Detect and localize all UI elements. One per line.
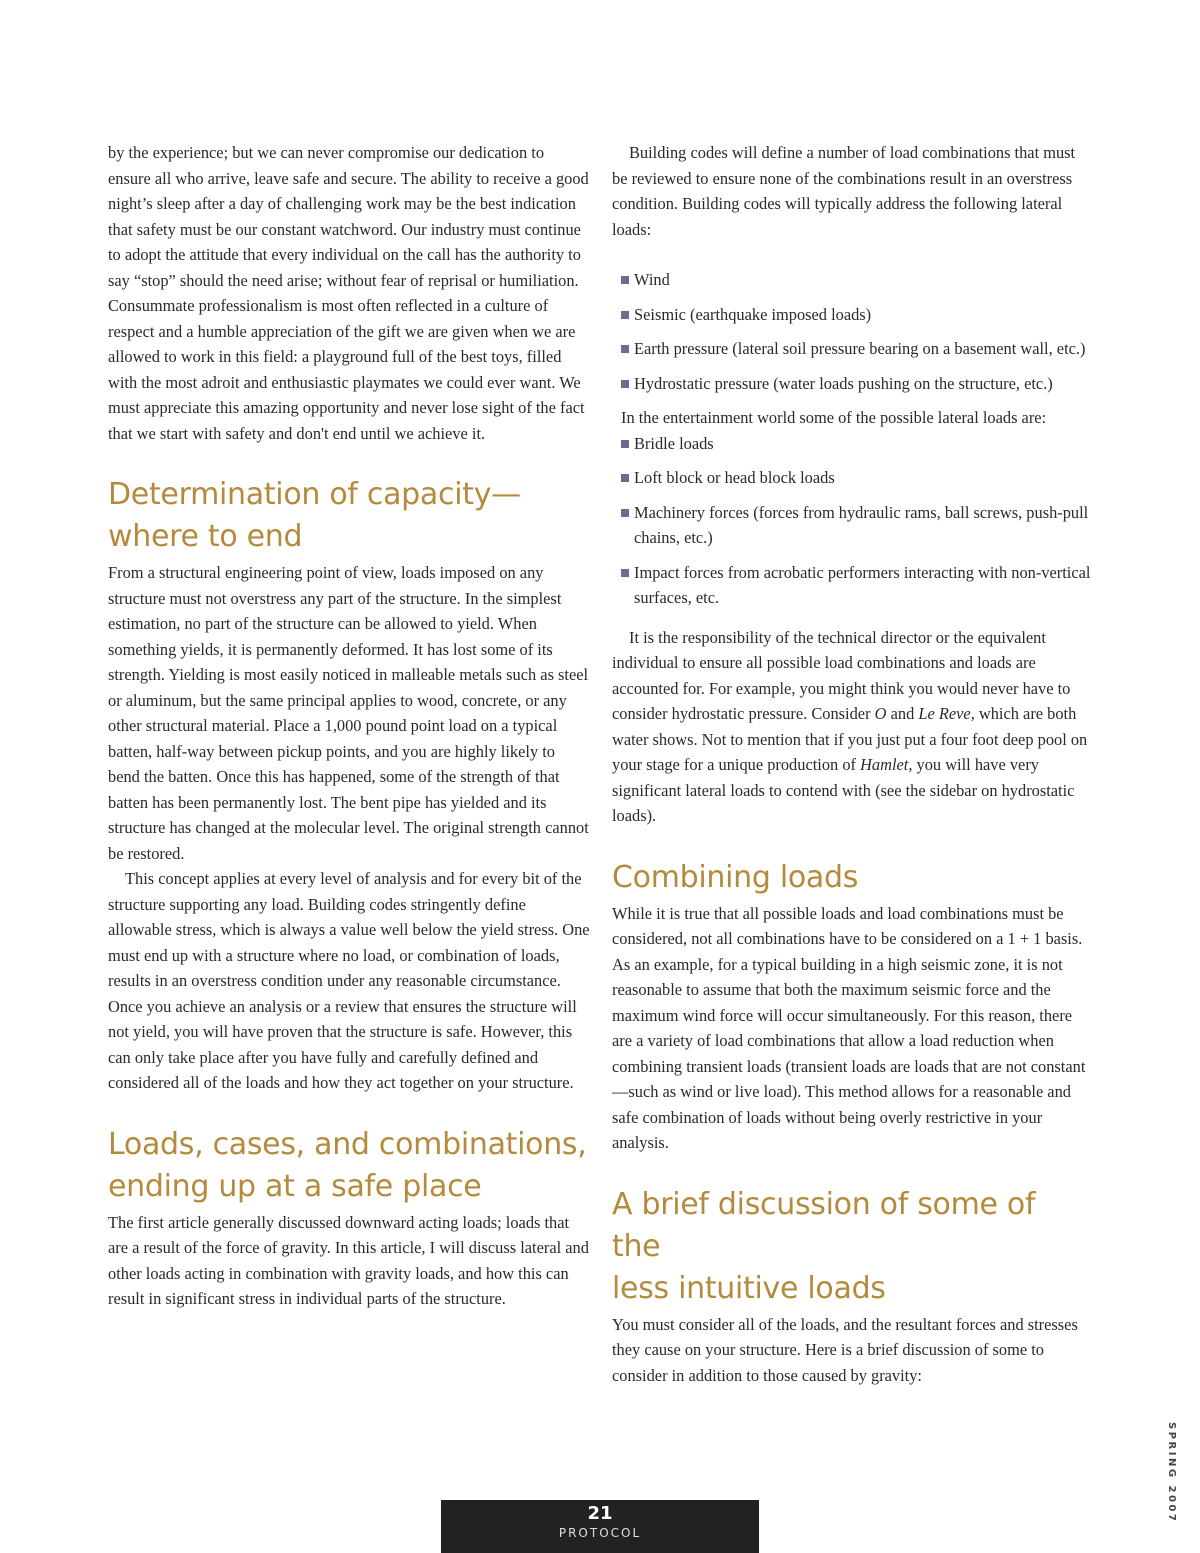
body-paragraph: This concept applies at every level of analysis and for every bit of the structure supporting any load. Building codes stringently define allowable stress, which is always a value well below the yield stress. One must end up with a structure where no load, or combination of loads, results in an overstress condition under any reasonable circumstance. Once you achieve an analysis or a review that ensures the structure will not yield, you will have proven that the structure is safe. However, this can only take place after you have fully and carefully defined and considered all of the loads and how they act together on your structure. [108, 869, 590, 1092]
square-bullet-icon [621, 311, 629, 319]
heading-combining-loads: Combining loads [612, 859, 859, 895]
square-bullet-icon [621, 474, 629, 482]
square-bullet-icon [621, 276, 629, 284]
show-title: Le Reve [918, 704, 971, 723]
list-item: Machinery forces (forces from hydraulic rams, ball screws, push-pull chains, etc.) [621, 500, 1092, 551]
heading-line: less intuitive loads [612, 1270, 886, 1306]
body-paragraph: You must consider all of the loads, and the resultant forces and stresses they cause on your structure. Here is a brief discussion of some to consider in addition to those caused by gravity: [612, 1314, 1078, 1385]
heading-line: A brief discussion of some of the [612, 1186, 1036, 1264]
list-item: Impact forces from acrobatic performers interacting with non-vertical surfaces, etc. [621, 560, 1092, 611]
intro-paragraph: by the experience; but we can never compromise our dedication to ensure all who arrive, leave safe and secure. The ability to receive a good night’s sleep after a day of challenging work may be the best indication that safety must be our constant watchword. Our industry must continue to adopt the attitude that every individual on the call has the authority to say “stop” should the need arise; without fear of reprisal or humiliation. Consummate professionalism is most often reflected in a culture of respect and a humble appreciation of the gift we are given when we are allowed to work in this field: a playground full of the best toys, filled with the most adroit and enthusiastic playmates we could ever want. We must appreciate this amazing opportunity and never lose sight of the fact that we start with safety and don't end until we achieve it. [108, 143, 589, 443]
body-paragraph: Building codes will define a number of load combinations that must be reviewed to ensure none of the combinations result in an overstress condition. Building codes will typically address the following lateral loads: [612, 143, 1076, 239]
list-item: Wind [621, 267, 1092, 293]
heading-loads-cases-combinations [108, 1124, 590, 1208]
body-paragraph: While it is true that all possible loads and load combinations must be considered, not all combinations have to be considered on a 1 + 1 basis. As an example, for a typical building in a high seismic zone, it is not reasonable to assume that both the maximum seismic force and the maximum wind force will occur simultaneously. For this reason, there are a variety of load combinations that allow a load reduction when combining transient loads (transient loads are loads that are not constant—such as wind or live load). This method allows for a reasonable and safe combination of loads without being overly restrictive in your analysis. [612, 903, 1086, 1152]
square-bullet-icon [621, 380, 629, 388]
list-item: Seismic (earthquake imposed loads) [621, 302, 1092, 328]
square-bullet-icon [621, 345, 629, 353]
magazine-name: PROTOCOL [558, 1526, 642, 1540]
heading-determination-of-capacity [108, 474, 590, 558]
square-bullet-icon [621, 569, 629, 577]
body-paragraph: The first article generally discussed downward acting loads; loads that are a result of the force of gravity. In this article, I will discuss lateral and other loads acting in combination with gravity loads, and how this can result in significant stress in individual parts of the structure. [108, 1212, 589, 1308]
entertainment-loads-list [612, 431, 1092, 611]
left-column [108, 140, 590, 1312]
heading-line: Loads, cases, and combinations, [108, 1126, 587, 1162]
issue-label: SPRING 2007 [1166, 1422, 1177, 1524]
body-paragraph: From a structural engineering point of view, loads imposed on any structure must not overstress any part of the structure. In the simplest estimation, no part of the structure can be allowed to yield. When something yields, it is permanently deformed. It has lost some of its strength. Yielding is most easily noticed in malleable metals such as steel or aluminum, but the same principal applies to wood, concrete, or any other structural material. Place a 1,000 pound point load on a typical batten, half-way between pickup points, and you are highly likely to bend the batten. Once this has happened, some of the strength of that batten has been permanently lost. The bent pipe has yielded and its structure has changed at the molecular level. The original strength cannot be restored. [108, 563, 589, 863]
entertainment-lateral-intro: In the entertainment world some of the possible lateral loads are: [621, 408, 1047, 427]
heading-line: where to end [108, 519, 303, 554]
square-bullet-icon [621, 509, 629, 517]
heading-brief-discussion [612, 1184, 1092, 1310]
square-bullet-icon [621, 440, 629, 448]
page-footer [441, 1500, 759, 1553]
body-paragraph: It is the responsibility of the technical director or the equivalent individual to ensure all possible load combinations and loads are accounted for. For example, you might think you would never have to consider hydrostatic pressure. Consider O and Le Reve, which are both water shows. Not to mention that if you just put a four foot deep pool on your stage for a unique production of Hamlet, you will have very significant lateral loads to contend with (see the sidebar on hydrostatic loads). [612, 627, 1088, 825]
right-column [612, 140, 1092, 1388]
heading-line: ending up at a safe place [108, 1168, 482, 1204]
show-title: O [874, 704, 887, 723]
page-number: 21 [587, 1503, 613, 1524]
show-title: Hamlet [860, 755, 909, 774]
list-item: Loft block or head block loads [621, 465, 1092, 491]
heading-line: Determination of capacity— [108, 477, 521, 512]
list-item: Hydrostatic pressure (water loads pushing on the structure, etc.) [621, 371, 1092, 397]
list-item: Earth pressure (lateral soil pressure bearing on a basement wall, etc.) [621, 336, 1092, 362]
lateral-loads-list [612, 267, 1092, 396]
list-item: Bridle loads [621, 431, 1092, 457]
